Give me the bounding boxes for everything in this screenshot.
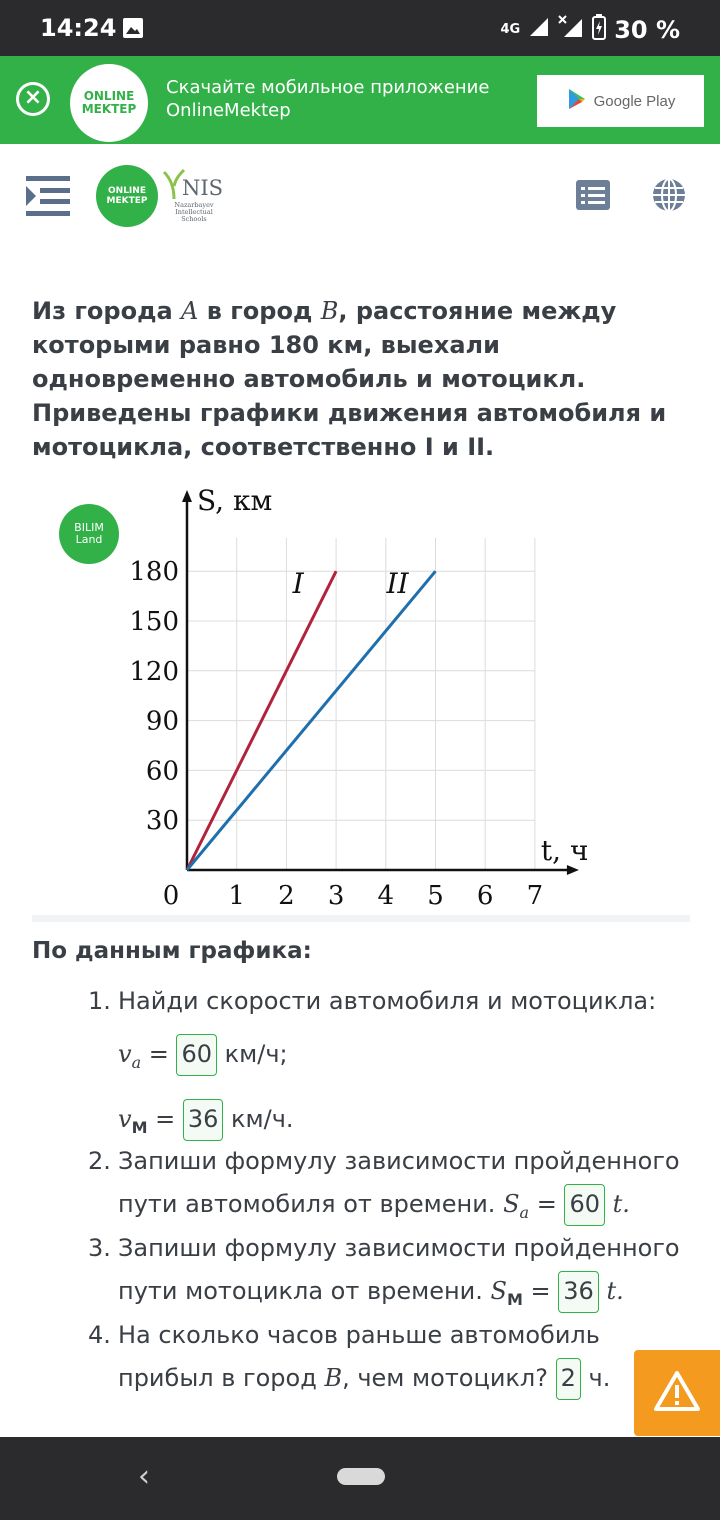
city-a: A: [181, 297, 199, 325]
menu-icon[interactable]: [26, 174, 72, 222]
speed-car-row: [118, 1033, 688, 1084]
header-logo-line1: ONLINE: [108, 186, 146, 196]
y-axis-label: S, км: [197, 484, 273, 517]
y-tick-label: 180: [129, 557, 179, 588]
answer-moto-speed[interactable]: 36: [183, 1099, 224, 1141]
city-b: B: [324, 1364, 343, 1392]
unit-label: км/ч.: [223, 1105, 294, 1133]
back-icon[interactable]: ‹: [138, 1459, 150, 1494]
header-logo-line2: MEKTEP: [106, 196, 148, 206]
task-number: 3.: [88, 1234, 111, 1262]
task-number: 2.: [88, 1147, 111, 1175]
nis-title: NIS: [182, 176, 224, 200]
distance-subscript: a: [519, 1203, 530, 1222]
origin-label: 0: [162, 881, 180, 910]
battery-icon: [592, 14, 606, 46]
logo-line2: MEKTEP: [81, 102, 137, 116]
section-title: По данным графика:: [32, 938, 312, 964]
x-axis-label: t, ч: [540, 834, 589, 867]
unit-label: км/ч;: [217, 1040, 288, 1068]
report-problem-button[interactable]: [634, 1350, 720, 1436]
bilim-line1: BILIM: [74, 521, 104, 534]
distance-symbol: S: [490, 1277, 507, 1305]
city-b: B: [320, 297, 339, 325]
google-play-label: Google Play: [593, 92, 676, 110]
image-notification-icon: [122, 17, 144, 43]
y-tick-label: 90: [145, 706, 179, 737]
task-number: 1.: [88, 987, 111, 1015]
series-label: I: [292, 567, 304, 601]
speed-subscript: M: [131, 1118, 148, 1137]
x-tick-label: 2: [278, 881, 295, 910]
equals-sign: =: [529, 1190, 565, 1218]
task-number: 4.: [88, 1321, 111, 1349]
list-icon[interactable]: [576, 180, 610, 214]
task-4-line1: На сколько часов раньше автомобиль: [118, 1321, 600, 1349]
answer-moto-formula[interactable]: 36: [558, 1271, 599, 1313]
task-4-line2: [118, 1357, 688, 1400]
distance-subscript: M: [506, 1290, 523, 1309]
x-tick-label: 7: [526, 881, 544, 910]
question-part3: , расстояние между которыми равно 180 км, выехали одновременно автомобиль и мотоцикл. Приведены графики движения автомобиля и мотоцикла, соответственно I и II.: [32, 297, 667, 461]
status-bar: [0, 0, 720, 56]
x-tick-label: 4: [377, 881, 395, 910]
nis-subtitle: Nazarbayev Intellectual Schools: [174, 201, 214, 223]
question-part2: в город: [198, 297, 321, 325]
google-play-button[interactable]: [537, 75, 704, 127]
signal-icon: [528, 16, 550, 44]
task-2-text: пути автомобиля от времени.: [118, 1190, 504, 1218]
logo-line1: ONLINE: [83, 89, 135, 103]
network-type: 4G: [500, 22, 521, 37]
globe-icon[interactable]: [652, 178, 686, 216]
y-axis-arrow: [182, 490, 192, 502]
speed-symbol: v: [118, 1105, 132, 1133]
task-2-line1: Запиши формулу зависимости пройденного: [118, 1147, 680, 1175]
speed-symbol: v: [118, 1040, 132, 1068]
warning-icon: [653, 1370, 701, 1416]
series-label: II: [386, 567, 409, 601]
app-download-banner: [0, 56, 720, 144]
x-tick-label: 1: [228, 881, 245, 910]
speed-subscript: a: [131, 1053, 142, 1072]
banner-text: Скачайте мобильное приложение OnlineMektep: [166, 77, 490, 121]
status-time: 14:24: [40, 14, 117, 42]
task-4-text-a: прибыл в город: [118, 1364, 325, 1392]
x-tick-label: 6: [476, 881, 494, 910]
task-3-text: пути мотоцикла от времени.: [118, 1277, 491, 1305]
top-header: [0, 144, 720, 254]
question-text: [32, 294, 692, 464]
equals-sign: =: [147, 1105, 183, 1133]
onlinemektep-header-logo[interactable]: [96, 165, 158, 227]
y-tick-label: 60: [145, 756, 179, 787]
unit-label: ч.: [580, 1364, 611, 1392]
onlinemektep-logo: [70, 64, 148, 142]
time-symbol: t.: [605, 1190, 630, 1218]
equals-sign: =: [522, 1277, 559, 1305]
task-3-line1: Запиши формулу зависимости пройденного: [118, 1234, 680, 1262]
google-play-icon: [566, 88, 588, 114]
distance-time-chart: [120, 480, 600, 910]
answer-car-formula[interactable]: 60: [564, 1184, 605, 1226]
bilimland-logo: [59, 504, 119, 564]
y-tick-label: 120: [129, 656, 179, 687]
y-tick-label: 30: [145, 806, 179, 837]
answer-hours-difference[interactable]: 2: [556, 1358, 581, 1400]
x-tick-label: 5: [427, 881, 444, 910]
task-4-text-b: , чем мотоцикл?: [342, 1364, 556, 1392]
task-1-text: Найди скорости автомобиля и мотоцикла:: [118, 987, 657, 1015]
equals-sign: =: [141, 1040, 177, 1068]
close-banner-icon[interactable]: ×: [16, 82, 50, 116]
x-tick-label: 3: [327, 881, 345, 910]
home-pill[interactable]: [337, 1468, 385, 1485]
question-part1: Из города: [32, 297, 182, 325]
time-symbol: t.: [598, 1277, 624, 1305]
system-nav-bar: [0, 1437, 720, 1520]
y-tick-label: 150: [129, 607, 179, 637]
distance-symbol: S: [503, 1190, 520, 1218]
bilim-line2: Land: [75, 533, 103, 546]
battery-percent: 30 %: [614, 16, 680, 44]
answer-car-speed[interactable]: 60: [176, 1034, 217, 1076]
nis-logo: [162, 166, 222, 228]
signal-x-icon: [558, 15, 584, 45]
divider: [32, 915, 690, 922]
